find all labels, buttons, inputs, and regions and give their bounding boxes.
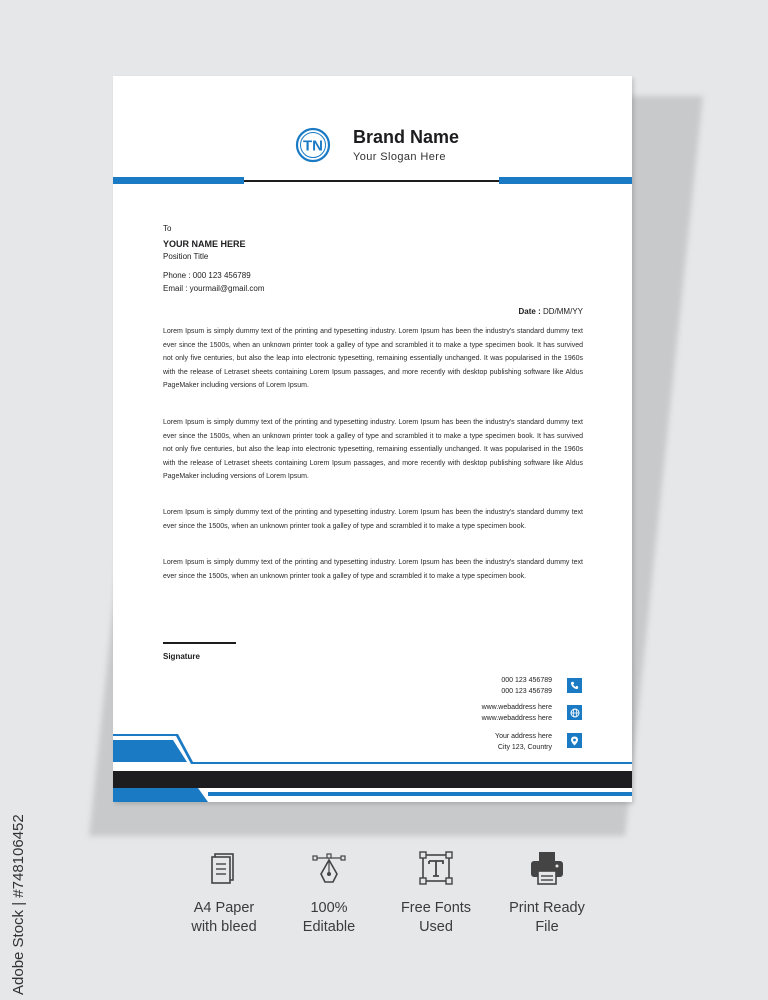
contact-web-2: www.webaddress here — [481, 714, 552, 722]
font-icon — [418, 850, 454, 886]
contact-address-1: Your address here — [495, 733, 552, 740]
pen-tool-icon — [311, 850, 347, 886]
contact-address-2: City 123, Country — [497, 743, 552, 751]
brand-logo-icon — [295, 127, 331, 163]
globe-icon — [567, 705, 582, 720]
stock-id-watermark: Adobe Stock | #748106452 — [10, 814, 27, 995]
date-line — [519, 307, 583, 316]
body-paragraph: Lorem Ipsum is simply dummy text of the printing and typesetting industry. Lorem Ipsum has been the industry's standard dummy text ever since the 1500s, when an unknown printer took a galley of type and scrambled it to make a type specimen book. It has survived not only five centuries, but also the leap into electronic typesetting, remaining essentially unchanged. It was popularised in the 1960s with the release of Letraset sheets containing Lorem Ipsum passages, and more recently with desktop publishing software like Aldus PageMaker including versions of Lorem Ipsum. — [163, 419, 583, 481]
feature-label: Free Fonts Used — [400, 900, 472, 935]
date-value: DD/MM/YY — [540, 307, 583, 316]
body-paragraph: Lorem Ipsum is simply dummy text of the printing and typesetting industry. Lorem Ipsum has been the industry's standard dummy text ever since the 1500s, when an unknown printer took a galley of type and scrambled it to make a type specimen book. — [163, 559, 583, 580]
header-divider-line — [244, 180, 499, 182]
feature-label: 100% Editable — [302, 900, 356, 935]
contact-phone-2: 000 123 456789 — [501, 687, 552, 695]
phone-icon — [567, 678, 582, 693]
letterhead-page — [113, 76, 632, 802]
contact-phone-1: 000 123 456789 — [501, 677, 552, 684]
header-accent-bar-left — [113, 177, 244, 184]
contact-web-1: www.webaddress here — [481, 704, 552, 711]
recipient-phone: Phone : 000 123 456789 — [163, 271, 251, 280]
position-title: Position Title — [163, 252, 209, 261]
feature-list — [0, 850, 768, 950]
signature-label: Signature — [163, 652, 200, 661]
body-paragraph: Lorem Ipsum is simply dummy text of the printing and typesetting industry. Lorem Ipsum has been the industry's standard dummy text ever since the 1500s, when an unknown printer took a galley of type and scrambled it to make a type specimen book. It has survived not only five centuries, but also the leap into electronic typesetting, remaining essentially unchanged. It was popularised in the 1960s with the release of Letraset sheets containing Lorem Ipsum passages, and more recently with desktop publishing software like Aldus PageMaker including versions of Lorem Ipsum. — [163, 328, 583, 390]
svg-text:TN: TN — [303, 137, 323, 155]
feature-label: A4 Paper with bleed — [191, 900, 257, 935]
recipient-email: Email : yourmail@gmail.com — [163, 284, 265, 293]
contact-web — [352, 703, 552, 724]
header-accent-bar-right — [499, 177, 632, 184]
feature-a4-paper — [169, 850, 279, 937]
signature-line — [163, 642, 236, 644]
feature-editable — [274, 850, 384, 937]
recipient-name: YOUR NAME HERE — [163, 239, 246, 249]
feature-print-ready — [492, 850, 602, 937]
feature-label: Print Ready File — [509, 900, 585, 935]
document-icon — [206, 850, 242, 886]
body-paragraph: Lorem Ipsum is simply dummy text of the printing and typesetting industry. Lorem Ipsum has been the industry's standard dummy text ever since the 1500s, when an unknown printer took a galley of type and scrambled it to make a type specimen book. — [163, 509, 583, 530]
brand-slogan: Your Slogan Here — [353, 151, 446, 163]
printer-icon — [529, 850, 565, 886]
feature-free-fonts — [381, 850, 491, 937]
brand-name: Brand Name — [353, 127, 460, 147]
footer-decoration — [113, 726, 632, 802]
date-label: Date : — [518, 307, 541, 316]
to-label: To — [163, 224, 172, 233]
contact-phones — [352, 676, 552, 697]
